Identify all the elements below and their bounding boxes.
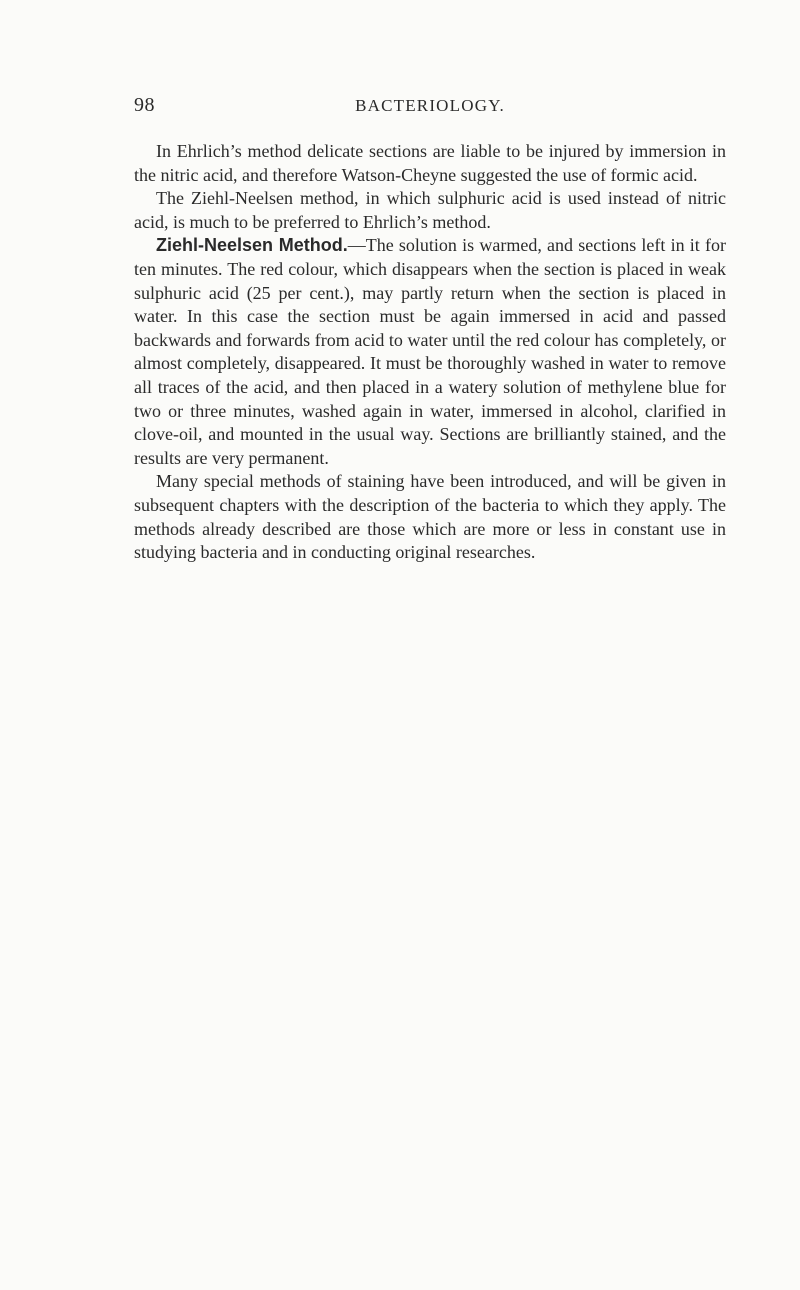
paragraph-special-methods bbox=[134, 470, 726, 564]
paragraph-formic-acid bbox=[134, 140, 726, 187]
paragraph-ziehl-neelsen-intro bbox=[134, 187, 726, 234]
body-text bbox=[134, 140, 726, 565]
paragraph-text: —The solution is warmed, and sections left in it for ten minutes. The red colour, which disappears when the section is placed in weak sulphuric acid (25 per cent.), may partly return when the section is placed in water. In this case the section must be again immersed in acid and passed backwards and forwards from acid to water until the red colour has completely, or almost completely, disappeared. It must be thoroughly washed in water to remove all traces of the acid, and then placed in a watery solution of methylene blue for two or three minutes, washed again in water, immersed in alcohol, clarified in clove-oil, and mounted in the usual way. Sections are brilliantly stained, and the results are very permanent. bbox=[134, 235, 726, 468]
paragraph-text: In Ehrlich’s method delicate sections are liable to be injured by immersion in the nitric acid, and therefore Watson-Cheyne suggested the use of formic acid. bbox=[134, 141, 726, 185]
page-number: 98 bbox=[134, 94, 155, 116]
paragraph-text: Many special methods of staining have been introduced, and will be given in subsequent chapters with the description of the bacteria to which they apply. The methods already described are those which are more or less in constant use in studying bacteria and in conducting original researches. bbox=[134, 471, 726, 563]
paragraph-ziehl-neelsen-method bbox=[134, 234, 726, 470]
running-head: BACTERIOLOGY. bbox=[355, 96, 505, 115]
page-header bbox=[134, 94, 726, 120]
paragraph-text: The Ziehl-Neelsen method, in which sulphuric acid is used instead of nitric acid, is much to be preferred to Ehrlich’s method. bbox=[134, 188, 726, 232]
section-heading: Ziehl-Neelsen Method. bbox=[156, 235, 348, 256]
